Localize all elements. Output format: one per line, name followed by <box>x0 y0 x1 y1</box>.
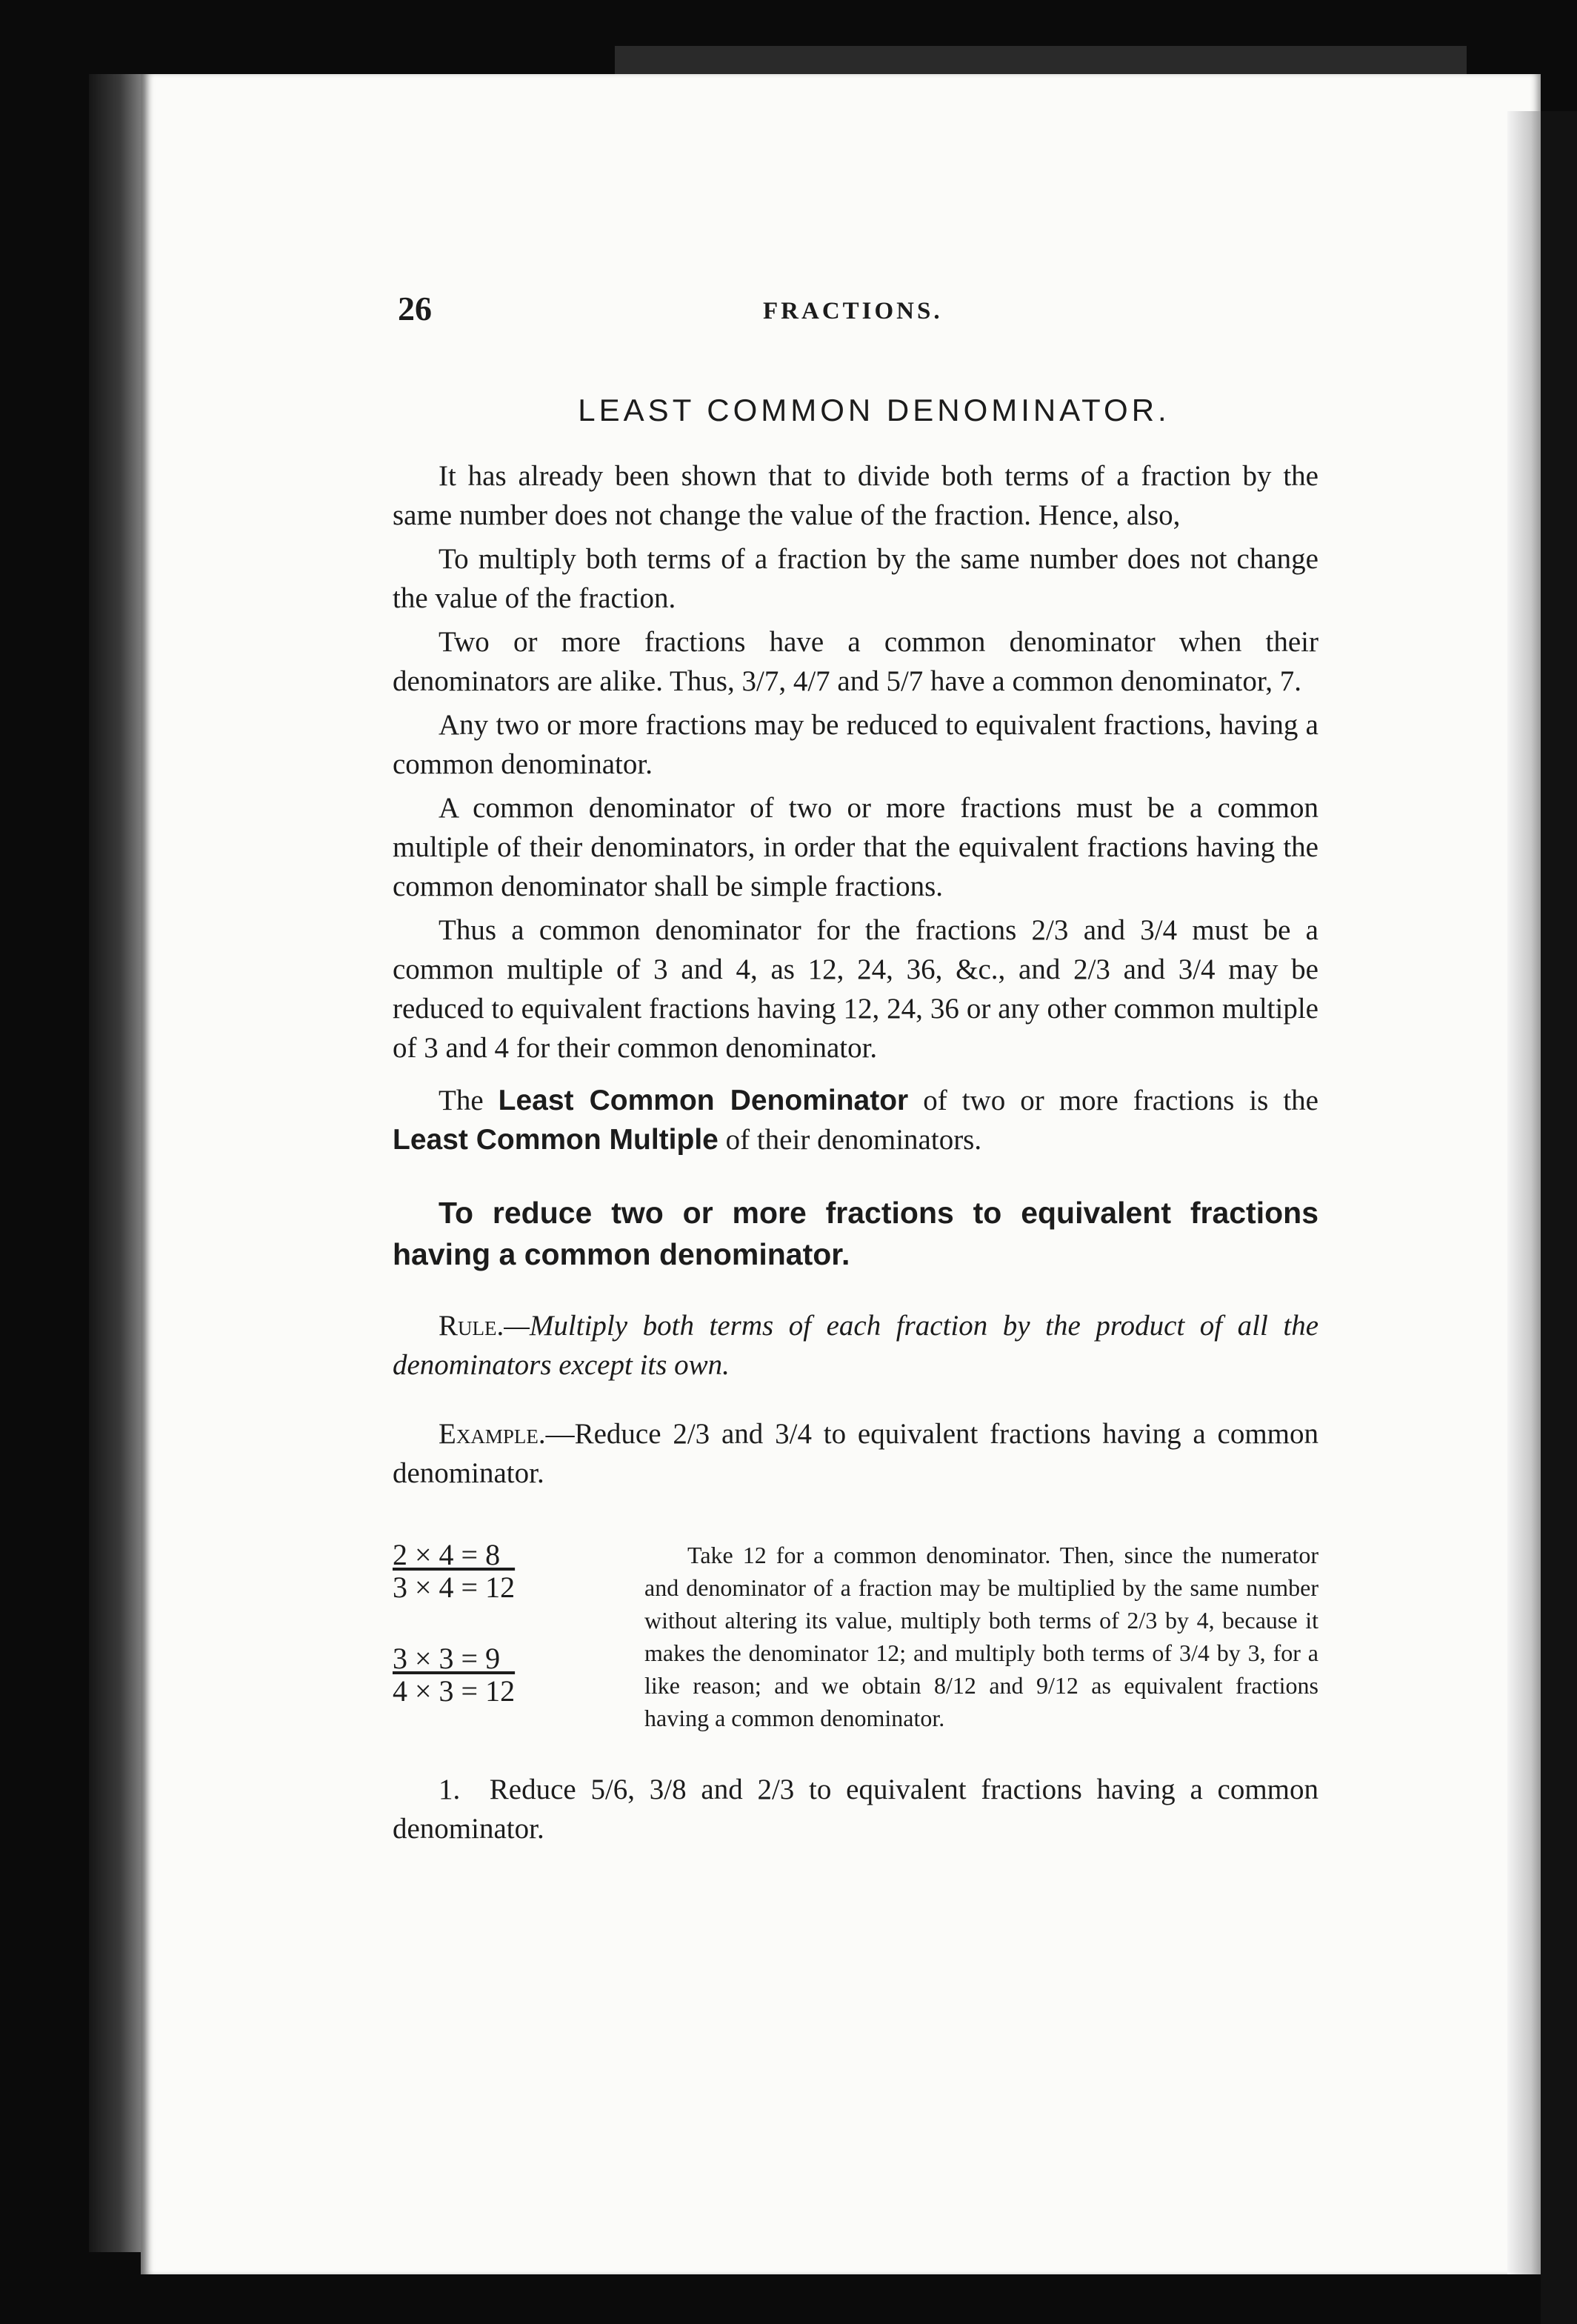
problem-text: Reduce 5/6, 3/8 and 2/3 to equivalent fractions having a common denominator. <box>393 1774 1318 1845</box>
scan-background-right <box>1541 111 1577 2324</box>
rule <box>393 1306 1318 1385</box>
paragraph-1: It has already been shown that to divide both terms of a fraction by the same number does not change the value of the fraction. Hence, also, <box>393 460 1318 531</box>
example <box>393 1414 1318 1493</box>
equations <box>393 1539 644 1746</box>
paragraph-6: Thus a common denominator for the fractions 2/3 and 3/4 must be a common multiple of 3 and 4, as 12, 24, 36, &c., and 2/3 and 3/4 may be reduced to equivalent fractions having 12, 24, 36 or any other common multiple of 3 and 4 for their common denominator. <box>393 914 1318 1064</box>
equation-2-denominator: 4 × 3 = 12 <box>393 1674 516 1708</box>
problem-number: 1. <box>439 1774 461 1805</box>
rule-text: —Multiply both terms of each fraction by the product of all the denominators except its own. <box>393 1310 1318 1381</box>
book-binding <box>89 74 141 2252</box>
procedure-heading: To reduce two or more fractions to equivalent fractions having a common denominator. <box>393 1196 1318 1271</box>
explanation-text: Take 12 for a common denominator. Then, since the numerator and denominator of a fraction may be multiplied by the same number without altering its value, multiply both terms of 2/3 by 4, because it makes the denominator 12; and multiply both terms of 3/4 by 3, for a like reason; and we obtain 8/12 and 9/12 as equivalent fractions having a common denominator. <box>644 1542 1318 1731</box>
example-text: —Reduce 2/3 and 3/4 to equivalent fractions having a common denominator. <box>393 1418 1318 1489</box>
explanation <box>644 1539 1318 1746</box>
definition-term-lcm: Least Common Multiple <box>393 1124 719 1156</box>
example-label: Example. <box>439 1418 546 1450</box>
running-header <box>393 282 1318 333</box>
definition <box>393 1081 1318 1159</box>
paragraph-5: A common denominator of two or more fractions must be a common multiple of their denominators, in order that the equivalent fractions having the common denominator shall be simple fractions. <box>393 792 1318 902</box>
rule-label: Rule. <box>439 1310 504 1342</box>
problem-1 <box>393 1770 1318 1848</box>
definition-part3: of their denominators. <box>718 1124 982 1156</box>
paragraph-2: To multiply both terms of a fraction by the same number does not change the value of the fraction. <box>393 543 1318 614</box>
definition-part2: of two or more fractions is the <box>908 1085 1318 1116</box>
equation-2-numerator: 3 × 3 = 9 <box>393 1642 501 1675</box>
page-fold-shadow <box>1507 111 1541 2274</box>
page-number: 26 <box>398 290 432 327</box>
definition-part1: The <box>439 1085 499 1116</box>
equation-group-1 <box>393 1539 644 1604</box>
equation-group-2 <box>393 1642 644 1708</box>
paragraph-4: Any two or more fractions may be reduced to equivalent fractions, having a common denominator. <box>393 709 1318 780</box>
equation-1-numerator: 2 × 4 = 8 <box>393 1538 501 1571</box>
scan-edge-top <box>615 46 1467 74</box>
page-content <box>393 282 1318 1848</box>
worked-example <box>393 1539 1318 1746</box>
section-title: LEAST COMMON DENOMINATOR. <box>578 393 1170 427</box>
definition-term-lcd: Least Common Denominator <box>498 1085 909 1116</box>
paragraph-3: Two or more fractions have a common denominator when their denominators are alike. Thus, 3/7, 4/7 and 5/7 have a common denominator, 7. <box>393 626 1318 697</box>
running-title: FRACTIONS. <box>763 298 943 324</box>
equation-1-denominator: 3 × 4 = 12 <box>393 1571 516 1604</box>
